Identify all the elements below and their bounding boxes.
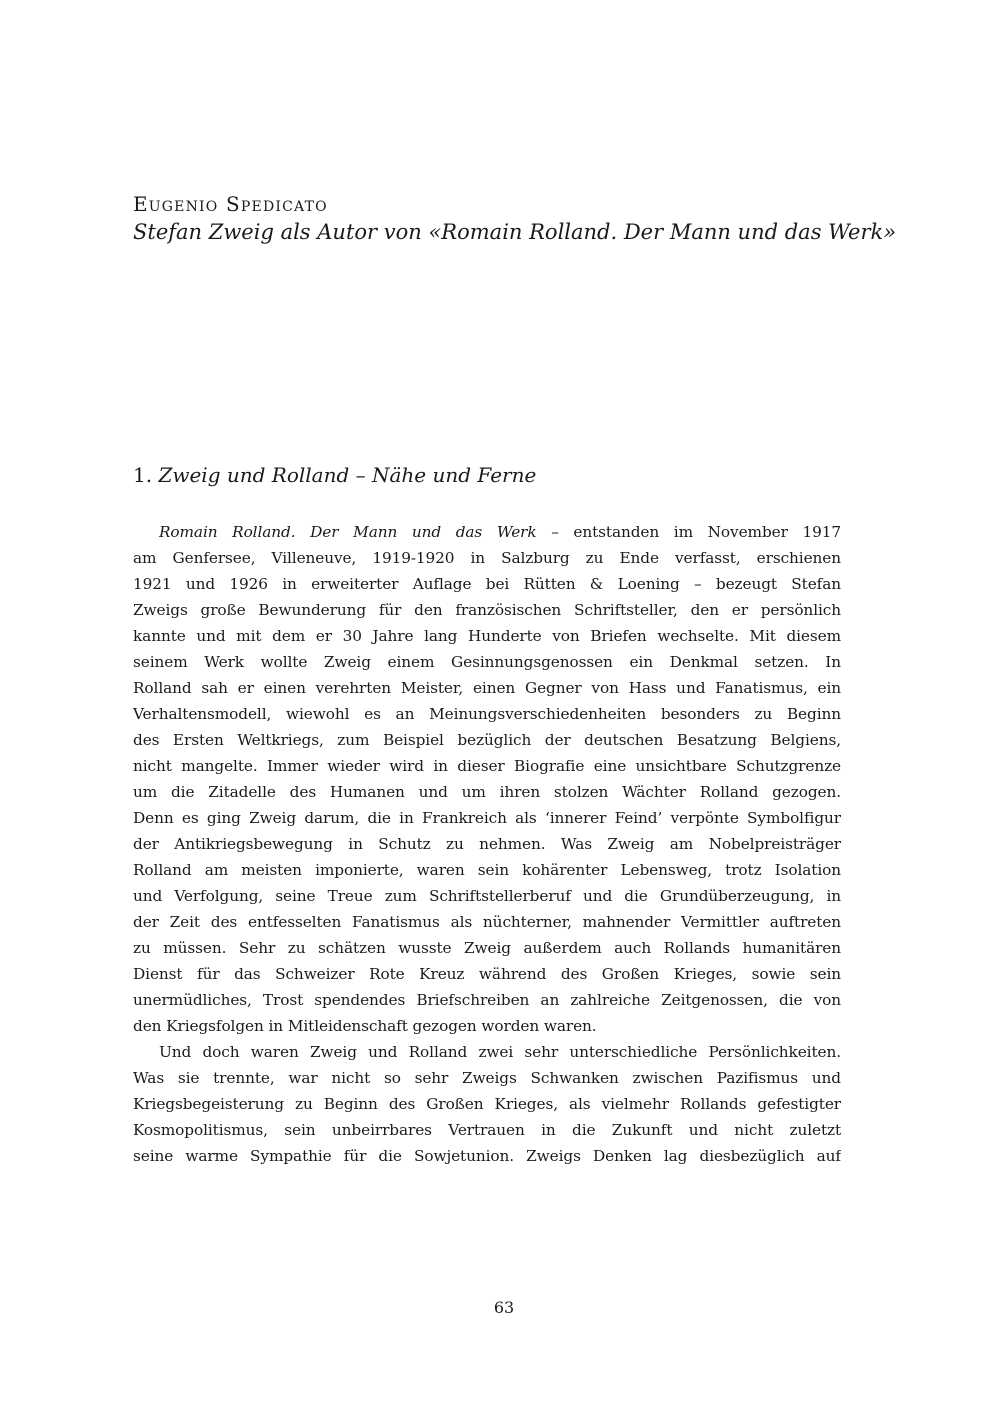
paragraph-line: Kriegsbegeisterung zu Beginn des Großen Krieges, als vielmehr Rollands gefestigter bbox=[133, 1095, 841, 1113]
paragraph-line: unermüdliches, Trost spendendes Briefschreiben an zahlreiche Zeitgenossen, die von bbox=[133, 991, 841, 1009]
paragraph-line-text: – entstanden im November 1917 bbox=[536, 523, 841, 541]
paragraph-line: um die Zitadelle des Humanen und um ihren stolzen Wächter Rolland gezogen. bbox=[133, 783, 841, 801]
paragraph-line: Was sie trennte, war nicht so sehr Zweigs Schwanken zwischen Pazifismus und bbox=[133, 1069, 841, 1087]
paragraph-line: der Zeit des entfesselten Fanatismus als nüchterner, mahnender Vermittler auftreten bbox=[133, 913, 841, 931]
paragraph-line bbox=[133, 519, 841, 545]
paragraph-line: und Verfolgung, seine Treue zum Schriftstellerberuf und die Grundüberzeugung, in bbox=[133, 887, 841, 905]
paragraph-line: 1921 und 1926 in erweiterter Auflage bei Rütten & Loening – bezeugt Stefan bbox=[133, 575, 841, 593]
paragraph-line: Denn es ging Zweig darum, die in Frankreich als ‘innerer Feind’ verpönte Symbolfigur bbox=[133, 809, 841, 827]
paragraph-line: am Genfersee, Villeneuve, 1919-1920 in Salzburg zu Ende verfasst, erschienen bbox=[133, 549, 841, 567]
paragraph-line: Kosmopolitismus, sein unbeirrbares Vertrauen in die Zukunft und nicht zuletzt bbox=[133, 1121, 841, 1139]
section-heading bbox=[133, 461, 873, 489]
paragraph-line: Zweigs große Bewunderung für den französischen Schriftsteller, den er persönlich bbox=[133, 601, 841, 619]
paragraph-line: der Antikriegsbewegung in Schutz zu nehmen. Was Zweig am Nobelpreisträger bbox=[133, 835, 841, 853]
paragraph-line: Dienst für das Schweizer Rote Kreuz während des Großen Krieges, sowie sein bbox=[133, 965, 841, 983]
paragraph-line: nicht mangelte. Immer wieder wird in dieser Biografie eine unsichtbare Schutzgrenze bbox=[133, 757, 841, 775]
paragraph-line: Rolland am meisten imponierte, waren sein kohärenter Lebensweg, trotz Isolation bbox=[133, 861, 841, 879]
author-name: Eugenio Spedicato bbox=[133, 192, 328, 216]
body-text bbox=[133, 519, 841, 1169]
paragraph-line: des Ersten Weltkriegs, zum Beispiel bezüglich der deutschen Besatzung Belgiens, bbox=[133, 731, 841, 749]
paragraph-line: den Kriegsfolgen in Mitleidenschaft gezogen worden waren. bbox=[133, 1017, 597, 1035]
section-number: 1. bbox=[133, 463, 153, 487]
paragraph-line: Rolland sah er einen verehrten Meister, einen Gegner von Hass und Fanatismus, ein bbox=[133, 679, 841, 697]
paragraph-line: seinem Werk wollte Zweig einem Gesinnungsgenossen ein Denkmal setzen. In bbox=[133, 653, 841, 671]
paragraph-line: zu müssen. Sehr zu schätzen wusste Zweig außerdem auch Rollands humanitären bbox=[133, 939, 841, 957]
paragraph-line: seine warme Sympathie für die Sowjetunion. Zweigs Denken lag diesbezüglich auf bbox=[133, 1147, 841, 1165]
page-number: 63 bbox=[493, 1298, 515, 1317]
article-title: Stefan Zweig als Autor von «Romain Rolland. Der Mann und das Werk» bbox=[133, 220, 897, 244]
section-title: Zweig und Rolland – Nähe und Ferne bbox=[158, 463, 537, 487]
paragraph-line: Und doch waren Zweig und Rolland zwei sehr unterschiedliche Persönlichkeiten. bbox=[159, 1043, 841, 1061]
paragraph-line: Verhaltensmodell, wiewohl es an Meinungsverschiedenheiten besonders zu Beginn bbox=[133, 705, 841, 723]
paragraph-line: kannte und mit dem er 30 Jahre lang Hunderte von Briefen wechselte. Mit diesem bbox=[133, 627, 841, 645]
cited-work-title: Romain Rolland. Der Mann und das Werk bbox=[159, 523, 537, 541]
